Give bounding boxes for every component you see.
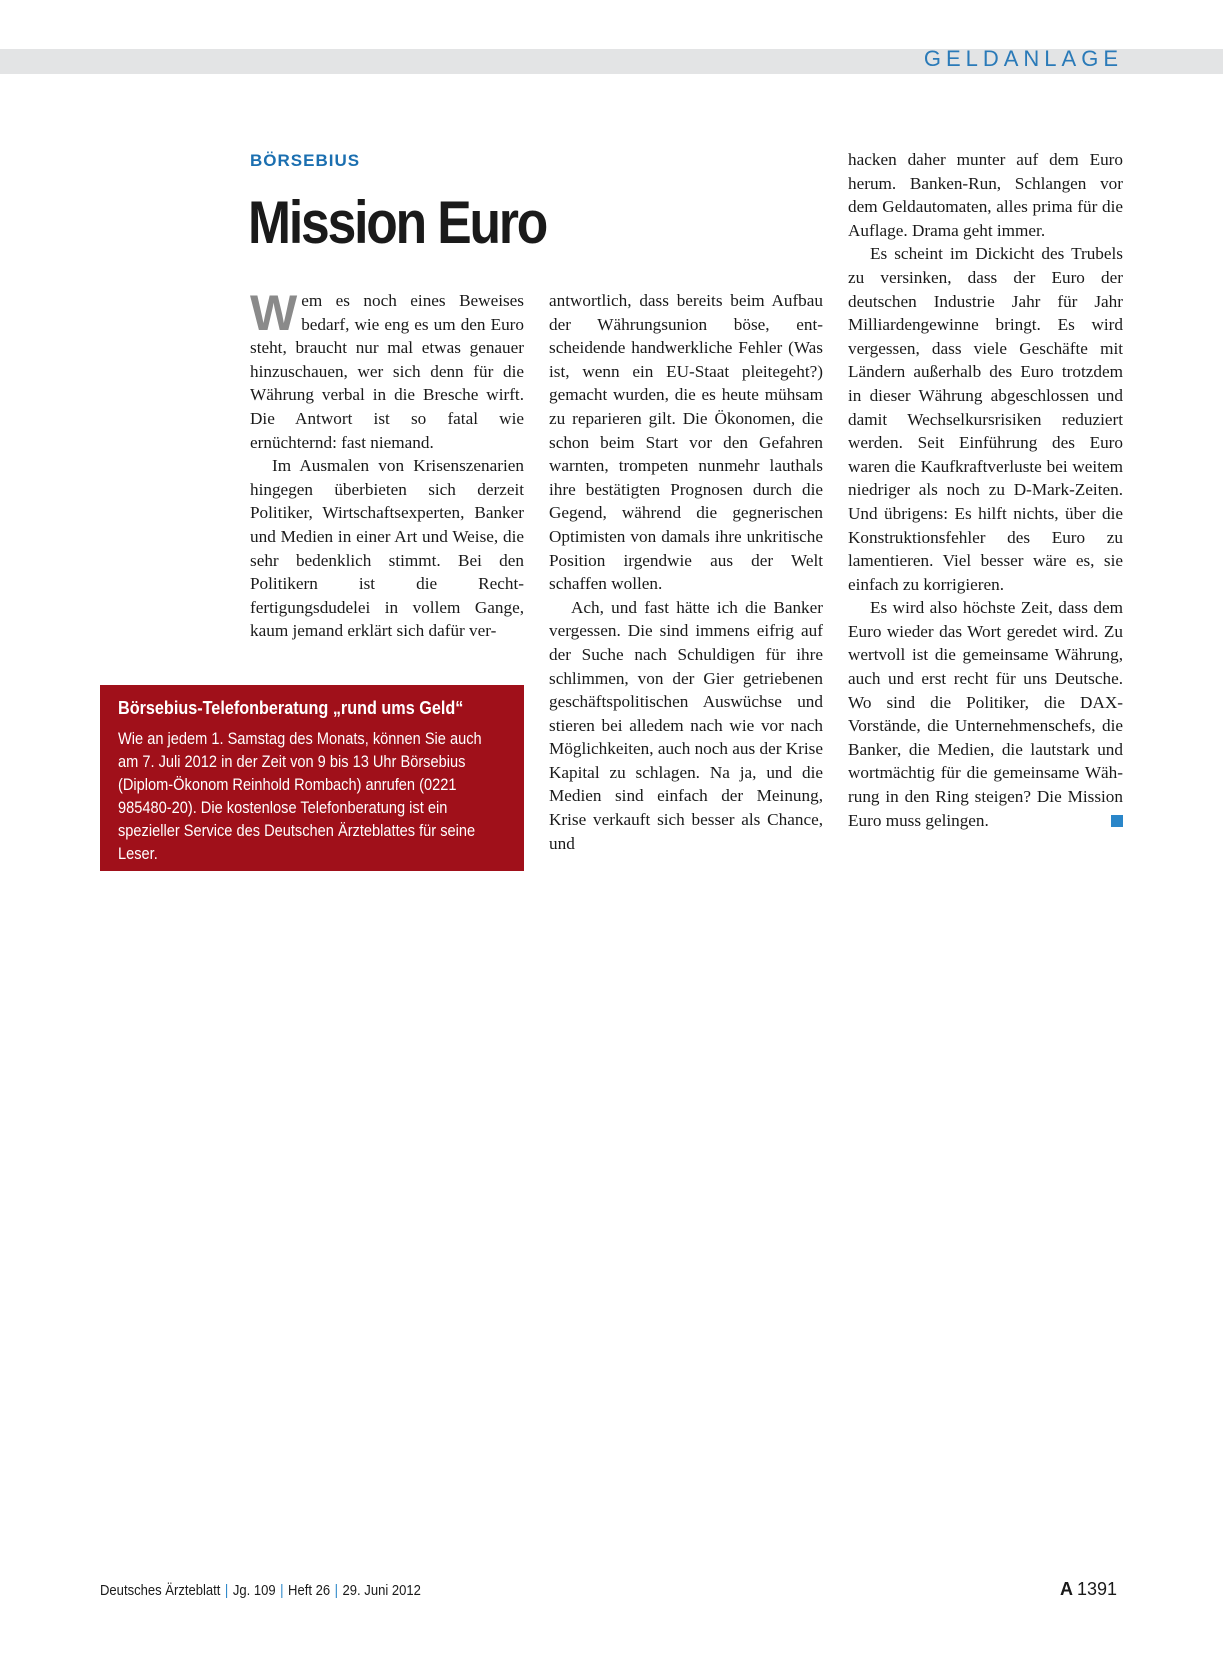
paragraph: Wem es noch eines Beweises bedarf, wie eng es um den Euro steht, braucht nur mal etwas genauer hinzuschauen, wer sich denn für die Währung verbal in die Bresche wirft. Die Antwort ist so fatal wie ernüchternd: fast niemand. bbox=[250, 285, 524, 452]
paragraph: Ach, und fast hätte ich die Banker vergessen. Die sind immens eifrig auf der Suche nach Schuldigen für ihre schlimmen, von der Gier getriebenen geschäftspolitischen Auswüchse und stieren bei alledem nach wie vor nach Möglichkeiten, auch noch aus der Krise Kapital zu schlagen. Na ja, und die Medien sind einfach der Meinung, Krise verkauft sich besser als Chance, und bbox=[549, 597, 823, 853]
article-column-1 bbox=[250, 285, 524, 643]
separator: | bbox=[224, 1583, 229, 1599]
article-kicker: BÖRSEBIUS bbox=[250, 151, 361, 170]
journal-name: Deutsches Ärzteblatt bbox=[100, 1583, 221, 1599]
paragraph: Es scheint im Dickicht des Trubels zu versinken, dass der Euro der deutschen Industrie Jahr für Jahr Milliardengewinne bringt. Es wird vergessen, dass viele Geschäfte mit Ländern außerhalb des Euro trotzdem in dieser Währung abgeschlossen und damit Wechselkursrisiken reduziert werden. Seit Einführung des Euro waren die Kaufkraftverluste bei weitem niedriger als noch zu D-Mark-Zeiten. Und übrigens: Es hilft nichts, über die Konstruktionsfehler des Euro zu lamentieren. Viel besser wäre es, sie einfach zu korrigieren. bbox=[848, 244, 1123, 594]
end-mark-icon bbox=[1111, 815, 1123, 827]
paragraph: hacken daher munter auf dem Euro herum. Banken-Run, Schlangen vor dem Geldautomaten, alles prima für die Auflage. Drama geht immer. bbox=[848, 150, 1123, 240]
separator: | bbox=[334, 1583, 339, 1599]
info-box-body: Wie an jedem 1. Samstag des Monats, können Sie auch am 7. Juli 2012 in der Zeit von 9 bis 13 Uhr Börsebius (Diplom-Ökonom Reinhold Rombach) anrufen (0221 985480-20). Die kostenlose Telefonberatung ist ein spezieller Service des Deutschen Ärzteblattes für seine Leser. bbox=[118, 729, 482, 863]
info-box-title: Börsebius-Telefonberatung „rund ums Geld“ bbox=[118, 698, 464, 718]
info-box bbox=[100, 685, 524, 871]
page-number: A 1391 bbox=[1059, 1579, 1117, 1599]
section-label: GELDANLAGE bbox=[923, 46, 1123, 71]
issue-date: 29. Juni 2012 bbox=[342, 1583, 421, 1599]
volume: Jg. 109 bbox=[232, 1583, 276, 1599]
paragraph: Es wird also höchste Zeit, dass dem Euro wieder das Wort geredet wird. Zu wertvoll ist die gemeinsame Währung, auch und erst recht für uns Deutsche. Wo sind die Politiker, die DAX-Vorstände, die Unternehmenschefs, die Banker, die Medien, die lautstark und wortmächtig für die gemeinsame Währung in den Ring steigen? Die Mission Euro muss gelingen. bbox=[848, 598, 1123, 830]
article-column-3 bbox=[848, 148, 1123, 832]
paragraph: Im Ausmalen von Krisenszenarien hingegen überbieten sich derzeit Politiker, Wirtschaftsexperten, Banker und Medien in einer Art und Weise, die sehr bedenklich stimmt. Bei den Politikern ist die Rechtfertigungsdudelei in vollem Gange, kaum jemand erklärt sich dafür ver- bbox=[250, 456, 524, 641]
separator: | bbox=[280, 1583, 284, 1599]
article-title: Mission Euro bbox=[248, 189, 547, 256]
issue: Heft 26 bbox=[288, 1583, 331, 1599]
footer-citation bbox=[100, 1583, 421, 1599]
paragraph: antwortlich, dass bereits beim Aufbau der Währungsunion böse, entscheidende handwerkliche Fehler (Was ist, wenn ein EU-Staat pleitegeht?) gemacht wurden, die es heute mühsam zu reparieren gilt. Die Ökonomen, die schon beim Start vor den Gefahren warnten, trompeten nunmehr lauthals ihre bestätigten Prognosen durch die Gegend, während die gegnerischen Optimisten von damals ihre unkritische Position irgendwie aus der Welt schaffen wollen. bbox=[549, 291, 823, 594]
article-column-2 bbox=[549, 289, 823, 855]
drop-cap: W bbox=[250, 285, 296, 341]
